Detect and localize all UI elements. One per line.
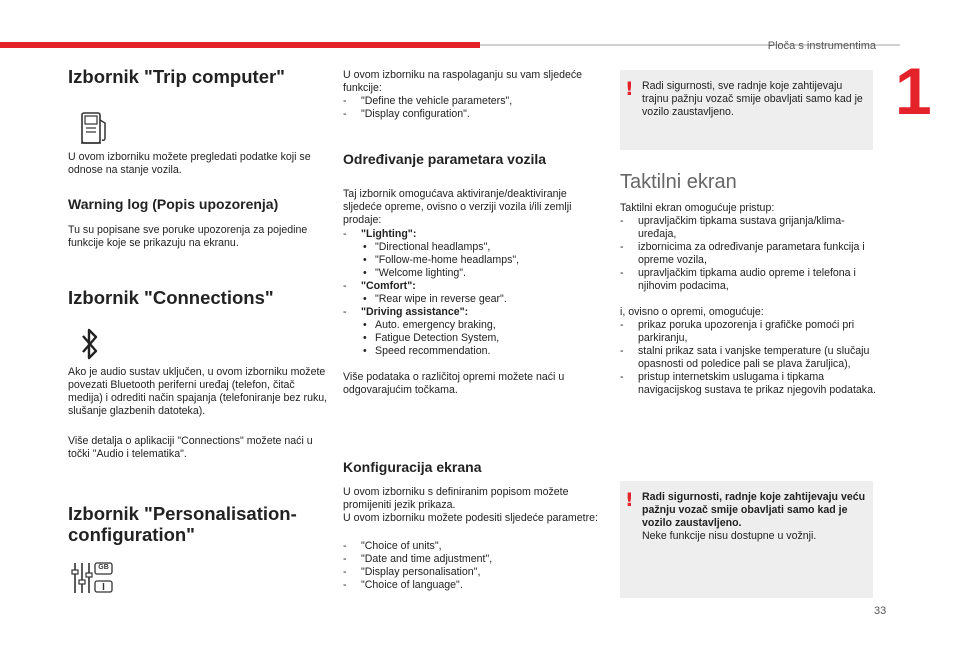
list-item: - "Comfort": (343, 280, 416, 292)
bluetooth-icon (80, 327, 100, 366)
safety-warning-box-2 (620, 481, 873, 598)
list-item: - prikaz poruka upozorenja i grafičke pomoći pri parkiranju, (620, 319, 855, 344)
screen-config-text-2: U ovom izborniku možete podesiti sljedeće parametre: (343, 512, 598, 524)
list-subitem: • "Follow-me-home headlamps", (363, 254, 520, 266)
trip-computer-text: U ovom izborniku možete pregledati podatke koji se odnose na stanje vozila. (68, 151, 311, 176)
vehicle-params-text: Taj izbornik omogućava aktiviranje/deaktiviranje sljedeće opreme, ovisno o verziji vozila i/ili zemlji prodaje: (343, 188, 572, 226)
list-subitem: • "Rear wipe in reverse gear". (363, 293, 507, 305)
list-subitem: • "Welcome lighting". (363, 267, 466, 279)
header-red-bar (0, 42, 480, 48)
touch-screen-list-2 (620, 319, 878, 397)
safety-warning-box-1 (620, 70, 873, 150)
safety-warning-text-2-bold: Radi sigurnosti, radnje koje zahtijevaju veću pažnju vozač smije obavljati samo kad je vozilo zaustavljeno. (642, 491, 866, 529)
screen-config-text-1: U ovom izborniku s definiranim popisom možete promijeniti jezik prikaza. (343, 486, 569, 511)
list-subitem: • Speed recommendation. (363, 345, 491, 357)
list-item: - "Display configuration". (343, 108, 470, 120)
chapter-number: 1 (895, 54, 932, 128)
safety-warning-text-2: Neke funkcije nisu dostupne u vožnji. (642, 530, 817, 542)
list-item: - "Date and time adjustment", (343, 553, 493, 565)
list-item: - izbornicima za određivanje parametara funkcija i opreme vozila, (620, 241, 865, 266)
connections-title: Izbornik "Connections" (68, 287, 274, 308)
personalisation-title: Izbornik "Personalisation-configuration" (68, 503, 297, 546)
connections-text-1: Ako je audio sustav uključen, u ovom izborniku možete povezati Bluetooth periferni uređaj (telefon, čitač medija) i odrediti način spajanja (telefoniranje bez ruku, slušanje glazbenih datoteka). (68, 366, 328, 417)
warning-icon: ! (625, 78, 634, 100)
list-item: - "Lighting": (343, 228, 417, 240)
list-item: - "Driving assistance": (343, 306, 469, 318)
trip-computer-title: Izbornik "Trip computer" (68, 66, 285, 87)
vehicle-params-title: Određivanje parametara vozila (343, 151, 547, 167)
warning-icon: ! (625, 489, 634, 511)
screen-config-list (343, 540, 605, 592)
list-item: - "Display personalisation", (343, 566, 481, 578)
connections-text-2: Više detalja o aplikaciji "Connections" možete naći u točki "Audio i telematika". (68, 435, 313, 460)
list-subitem: • Auto. emergency braking, (363, 319, 496, 331)
menu-intro-list (343, 95, 605, 121)
touch-screen-list-1 (620, 215, 878, 293)
screen-config-title: Konfiguracija ekrana (343, 459, 482, 475)
list-item: - "Define the vehicle parameters", (343, 95, 513, 107)
chapter-title: Ploča s instrumentima (767, 40, 876, 52)
warning-log-title: Warning log (Popis upozorenja) (68, 196, 279, 212)
list-item: - "Choice of language". (343, 579, 463, 591)
menu-intro: U ovom izborniku na raspolaganju su vam sljedeće funkcije: (343, 69, 583, 94)
gb-label: GB (98, 564, 109, 571)
page-number: 33 (874, 605, 887, 617)
list-subitem: • Fatigue Detection System, (363, 332, 500, 344)
vehicle-params-more: Više podataka o različitoj opremi možete naći u odgovarajućim točkama. (343, 371, 565, 396)
list-subitem: • "Directional headlamps", (363, 241, 491, 253)
fuel-pump-icon (80, 110, 110, 151)
list-item: - pristup internetskim uslugama i tipkama navigacijskog sustava te prikaz njegovih podataka. (620, 371, 876, 396)
warning-log-text: Tu su popisane sve poruke upozorenja za pojedine funkcije koje se prikazuju na ekranu. (68, 224, 308, 249)
safety-warning-text-1: Radi sigurnosti, sve radnje koje zahtijevaju trajnu pažnju vozač smije obavljati samo kad je vozilo zaustavljeno. (642, 80, 863, 118)
list-item: - upravljačkim tipkama sustava grijanja/klima-uređaja, (620, 215, 845, 240)
list-item: - stalni prikaz sata i vanjske temperature (u slučaju opasnosti od poledice pali se plava žaruljica), (620, 345, 870, 370)
touch-screen-intro: Taktilni ekran omogućuje pristup: (620, 202, 775, 214)
list-item: - "Choice of units", (343, 540, 442, 552)
touch-screen-title: Taktilni ekran (620, 171, 737, 193)
vehicle-params-list (343, 228, 605, 358)
list-item: - upravljačkim tipkama audio opreme i telefona i njihovim podacima, (620, 267, 856, 292)
touch-screen-mid: i, ovisno o opremi, omogućuje: (620, 306, 764, 318)
